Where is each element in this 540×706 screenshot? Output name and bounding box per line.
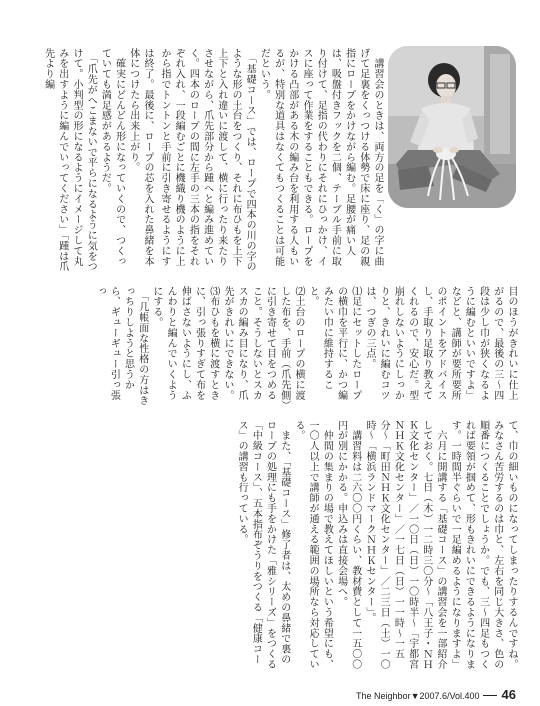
article-photo — [388, 46, 516, 208]
magazine-issue: The Neighbor▼2007.6/Vol.400 — [356, 691, 480, 701]
article-text-top-left: は終了。最後に、ロープの芯を入れた鼻緒を本体につけたら出来上がり。 確実にどんどん形になっていくので、つくっていても満足感があるようだ。 「爪先がへこまないで平らになるように気をつけて。小判型の形になるようにイメージして丸みを出すように編んでいってください」「踵は爪先より編 — [42, 48, 153, 272]
article-text-bottom: て、巾の細いものになってしまったりするんですね。みなさん苦労するのは巾と、左右を同じ大きさ、色の順番につくることでしょうか。でも、三〜四足もつくれば要領が掴めて、形もきれいにできるようになります。一時間半ぐらいで一足編めるようになりますよ」 六月に開講する「基礎コース」の講習会を一部紹介しておく。七日（木）一二時三〇分〜「八王子・ＮＨＫ文化センター」／一〇日（日）一〇時半〜「宇都宮ＮＨＫ文化センター」／一七日（日）一一時〜一五分〜「町田ＮＨＫ文化センター」／二三日（土）一〇時〜「横浜ランドマークＮＨＫセンター」。 講習料は二六〇〇円くらい、教材費として一五〇〇円が別にかかる。申込みは直接会場へ。 仲間の集まりの場で教えてほしいという希望にも、一〇人以上で講師が通える範囲の場所なら対応している。 また、「基礎コース」修了者は、太めの鼻緒で裏のロープの処理にも手をかけた「雅シリーズ」をつくる「中級コース」、五本指布ぞうりをつくる「健康コース」の講習も行っている。 — [236, 420, 517, 670]
photo-illustration — [388, 46, 516, 208]
page-footer — [356, 687, 516, 702]
article-text-middle: 目のほうがきれいに仕上がるので、最後の三〜四段は少し巾が狭くなるように編むといいですよ」などと、講師が要所要所のポイントをアドバイスし、手取り足取り教えてくれるので、安心だ。型崩れしないようにしっかりと、きれいに編むコツは、つぎの三点。 ⑴足にセットしたロープの横巾を平行に、かつ編みたい巾に維持すること。 ⑵土台のロープの横に渡した布を、手前（爪先側）に引き寄せて目をつめること。そうしないとスカスカの編み目になり、爪先がきれいにできない。 ⑶布ひもを横に渡すときに、引っ張りすぎて布を伸ばさないようにし、ふんわりと編んでいくようにする。 「几帳面な性格の方はきっちりしようと思うから、ギューギュー引っ張っ — [94, 286, 517, 406]
page-number: 46 — [501, 687, 516, 702]
article-text-top-right: 講習会のときは、両方の足を「く」の字に曲げて足裏をくっつける体勢で床に座り、足の親指にロープをかけながら編む。足腰が痛い人は、吸盤付きフックを二個、テーブル手前に取り付けて、足指の代わりにそれにひっかけ、イスに座って作業をすることもできる。ロープをかける凸部がある木の編み台を利用する人もいるが、特別な道具はなくてもつくることは可能だという。 「基礎コース」では、ロープで四本の川の字のような形の土台をつくり、それに布ひもを上下上下と入れ違いに渡して、横に行ったり来たりさせながら、爪先部分から踵へと編み進めていく。四本のロープの間に左手の三本の指をそれぞれ入れ、一段編むごとに機織り機のように上から指でトントンと手前に引き寄せるようにす — [159, 48, 383, 272]
footer-rule — [483, 695, 497, 696]
